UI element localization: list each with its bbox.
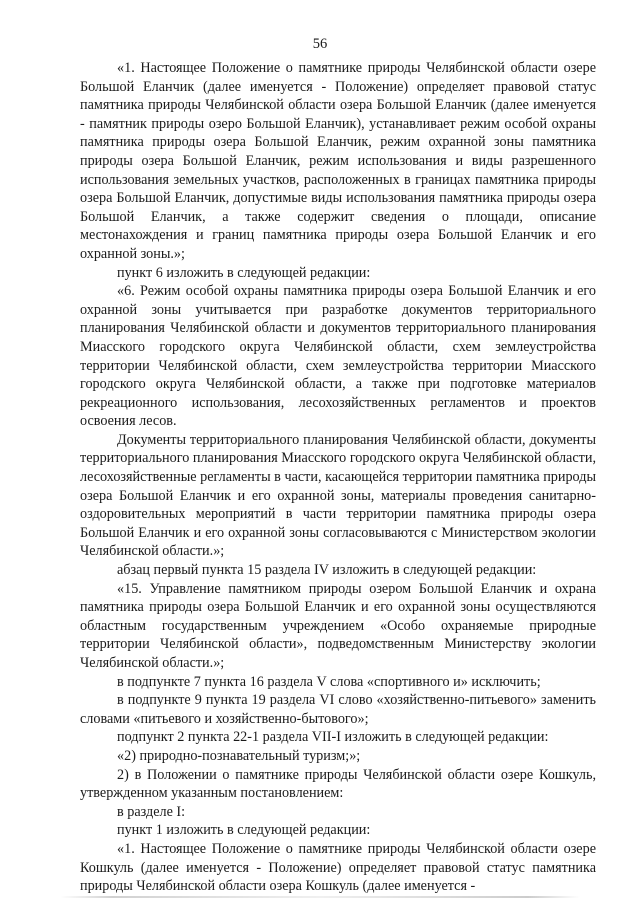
page-number: 56 [312,36,328,52]
paragraph-2: пункт 6 изложить в следующей редакции: [117,264,371,281]
paragraph-3: «6. Режим особой охраны памятника природы озера Большой Еланчик и его охранной зоны учитывается при разработке документов территориального планирования Челябинской области и документов территориального планирования Миасского городского округа Челябинской области, схем землеустройства территории Челябинской области, схем землеустройства территории Миасского городского округа Челябинской области, а также при подготовке материалов рекреационного использования, лесохозяйственных регламентов и проектов освоения лесов. [80,283,596,430]
paragraph-13: пункт 1 изложить в следующей редакции: [117,822,371,839]
paragraph-14: «1. Настоящее Положение о памятнике природы Челябинской области озере Кошкуль (далее именуется - Положение) определяет правовой статус памятника природы Челябинской области озера Кошкуль (далее именуется - [80,840,596,895]
paragraph-1: «1. Настоящее Положение о памятнике природы Челябинской области озере Большой Еланчик (далее именуется - Положение) определяет правовой статус памятника природы Челябинской области озера Большой Еланчик (далее именуется - памятник природы озеро Большой Еланчик), устанавливает режим особой охраны памятника природы озера Большой Еланчик, режим охранной зоны памятника природы озера Большой Еланчик, режим использования и виды разрешенного использования земельных участков, расположенных в границах памятника природы озера Большой Еланчик, допустимые виды использования памятника природы озера Большой Еланчик, а также содержит сведения о площади, описание местонахождения и границ памятника природы озера Большой Еланчик и его охранной зоны.»; [80,60,596,262]
paragraph-12: в разделе I: [117,803,186,820]
paragraph-9: подпункт 2 пункта 22-1 раздела VII-I изложить в следующей редакции: [117,729,549,746]
paragraph-8: в подпункте 9 пункта 19 раздела VI слово «хозяйственно-питьевого» заменить словами «питьевого и хозяйственно-бытового»; [80,692,596,727]
paragraph-11: 2) в Положении о памятнике природы Челябинской области озере Кошкуль, утвержденном указанным постановлением: [80,766,596,802]
paragraph-6: «15. Управление памятником природы озером Большой Еланчик и охрана памятника природы озера Большой Еланчик и его охранной зоны осуществляются областным государственным учреждением «Особо охраняемые природные территории Челябинской области», подведомственным Министерству экологии Челябинской области.»; [80,580,596,671]
paragraph-7: в подпункте 7 пункта 16 раздела V слова «спортивного и» исключить; [117,673,541,690]
paragraph-5: абзац первый пункта 15 раздела IV изложить в следующей редакции: [117,562,537,579]
scan-bottom-edge [60,896,580,898]
paragraph-4: Документы территориального планирования Челябинской области, документы территориального планирования Миасского городского округа Челябинской области, лесохозяйственные регламенты в части, касающейся территории памятника природы озера Большой Еланчик и его охранной зоны, материалы проведения санитарно-оздоровительных мероприятий в части территории памятника природы озера Большой Еланчик и его охранной зоны согласовываются с Министерством экологии Челябинской области.»; [80,431,596,560]
document-body [80,59,596,896]
paragraph-10: «2) природно-познавательный туризм;»; [117,747,361,764]
